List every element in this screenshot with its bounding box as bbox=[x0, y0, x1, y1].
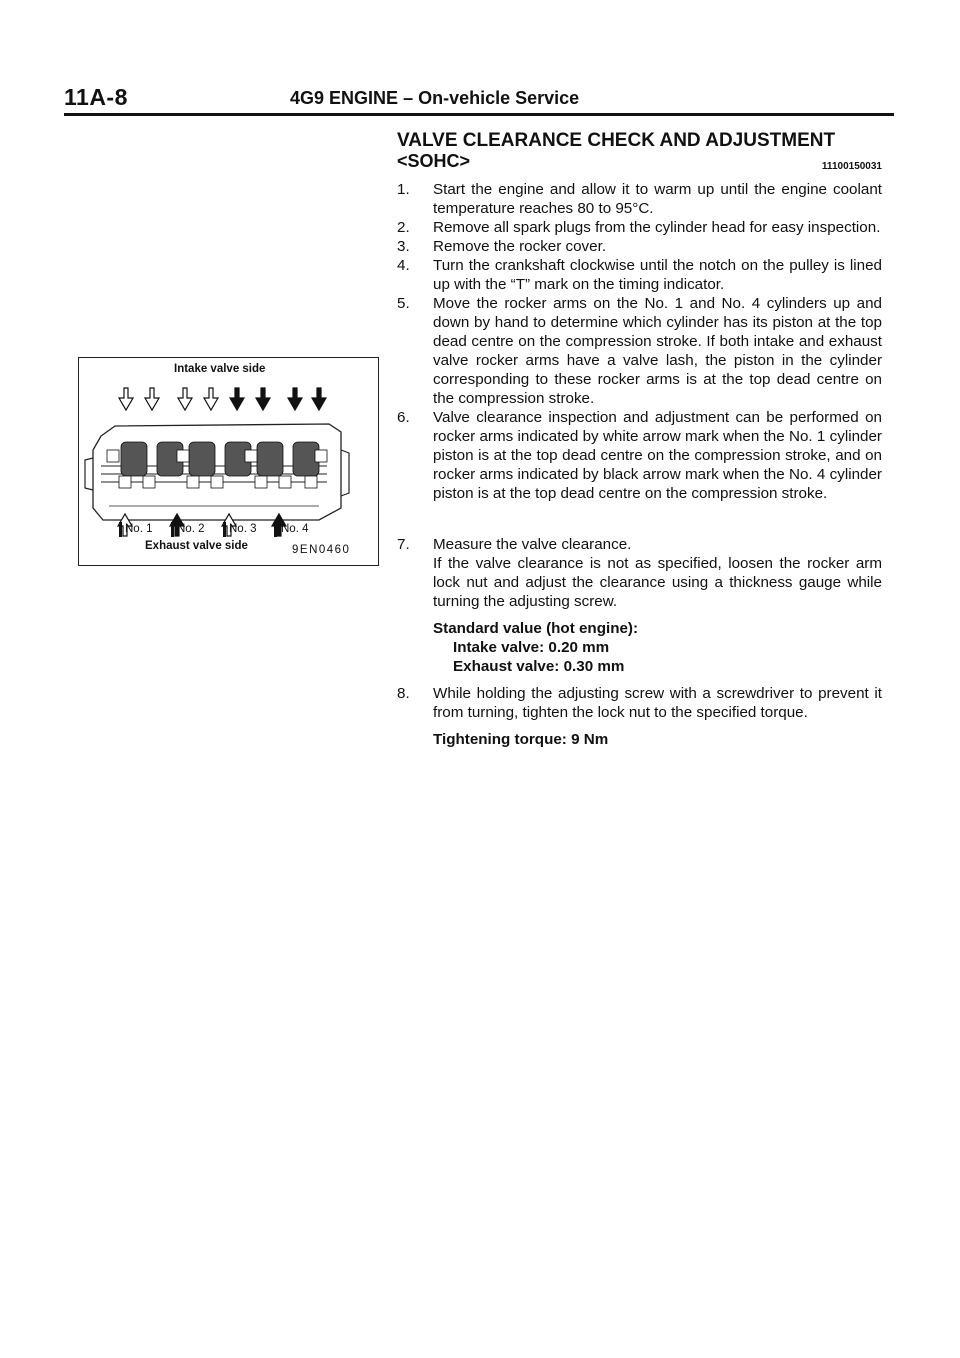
exhaust-valve-side-label: Exhaust valve side bbox=[145, 540, 248, 552]
rocker-arm-group bbox=[107, 442, 327, 488]
valve-diagram-figure bbox=[78, 357, 379, 566]
step-text: Valve clearance inspection and adjustment can be performed on rocker arms indicated by white arrow mark when the No. 1 cylinder piston is at the top dead centre on the compression stroke, and on rocker arms indicated by black arrow mark when the No. 4 cylinder piston is at the top dead centre on the compression stroke. bbox=[433, 409, 882, 502]
header-rule bbox=[64, 113, 894, 116]
cylinder-label: No. 3 bbox=[229, 523, 257, 535]
step-text: Measure the valve clearance. bbox=[433, 536, 632, 553]
running-title bbox=[290, 88, 579, 109]
step-text: Start the engine and allow it to warm up until the engine coolant temperature reaches 80 to 95°C. bbox=[433, 181, 882, 217]
step-item bbox=[397, 684, 882, 722]
step-text: Remove all spark plugs from the cylinder head for easy inspection. bbox=[433, 219, 881, 236]
section-title: VALVE CLEARANCE CHECK AND ADJUSTMENT bbox=[397, 130, 836, 151]
step-number: 4. bbox=[397, 257, 410, 274]
step-item bbox=[397, 408, 882, 503]
section-code: 11100150031 bbox=[821, 161, 882, 172]
step-number: 7. bbox=[397, 536, 410, 553]
step-item bbox=[397, 535, 882, 554]
step-text: If the valve clearance is not as specified, loosen the rocker arm lock nut and adjust the clearance using a thickness gauge while turning the adjusting screw. bbox=[433, 555, 882, 610]
exhaust-valve-spec: Exhaust valve: 0.30 mm bbox=[453, 658, 625, 675]
step-item bbox=[397, 294, 882, 408]
figure-code: 9EN0460 bbox=[292, 544, 351, 556]
step-number: 2. bbox=[397, 219, 410, 236]
step-number: 6. bbox=[397, 409, 410, 426]
intake-valve-side-label: Intake valve side bbox=[174, 363, 266, 375]
cylinder-label: No. 4 bbox=[281, 523, 309, 535]
page-number: 11A-8 bbox=[64, 84, 128, 110]
standard-value-label: Standard value (hot engine): bbox=[433, 620, 639, 637]
step-item-continued bbox=[397, 554, 882, 611]
step-item bbox=[397, 237, 882, 256]
step-item bbox=[397, 180, 882, 218]
step-number: 1. bbox=[397, 181, 410, 198]
intake-arrows bbox=[119, 388, 326, 410]
section-subtitle: <SOHC> bbox=[397, 151, 471, 171]
step-text: Move the rocker arms on the No. 1 and No. 4 cylinders up and down by hand to determine which cylinder has its piston at the top dead centre on the compression stroke. If both intake and exhaust valve rocker arms have a valve lash, the piston in the cylinder corresponding to these rocker arms is at the top dead centre on the compression stroke. bbox=[433, 295, 882, 407]
title-dash: – bbox=[403, 88, 414, 108]
step-number: 8. bbox=[397, 685, 410, 702]
engine-name: 4G9 ENGINE bbox=[290, 88, 399, 108]
step-number: 3. bbox=[397, 238, 410, 255]
step-number: 5. bbox=[397, 295, 410, 312]
tightening-torque-spec: Tightening torque: 9 Nm bbox=[433, 731, 609, 748]
step-text: While holding the adjusting screw with a screwdriver to prevent it from turning, tighten the lock nut to the specified torque. bbox=[433, 685, 882, 721]
cylinder-label: No. 2 bbox=[177, 523, 205, 535]
section-subtitle-row bbox=[397, 152, 882, 174]
procedure-content bbox=[397, 130, 882, 749]
section-name: On-vehicle Service bbox=[418, 88, 580, 108]
step-item bbox=[397, 218, 882, 237]
step-item bbox=[397, 256, 882, 294]
intake-valve-spec: Intake valve: 0.20 mm bbox=[453, 639, 610, 656]
cylinder-label: No. 1 bbox=[125, 523, 153, 535]
page-header bbox=[64, 84, 894, 114]
step-text: Remove the rocker cover. bbox=[433, 238, 607, 255]
step-text: Turn the crankshaft clockwise until the notch on the pulley is lined up with the “T” mark on the timing indicator. bbox=[433, 257, 882, 293]
